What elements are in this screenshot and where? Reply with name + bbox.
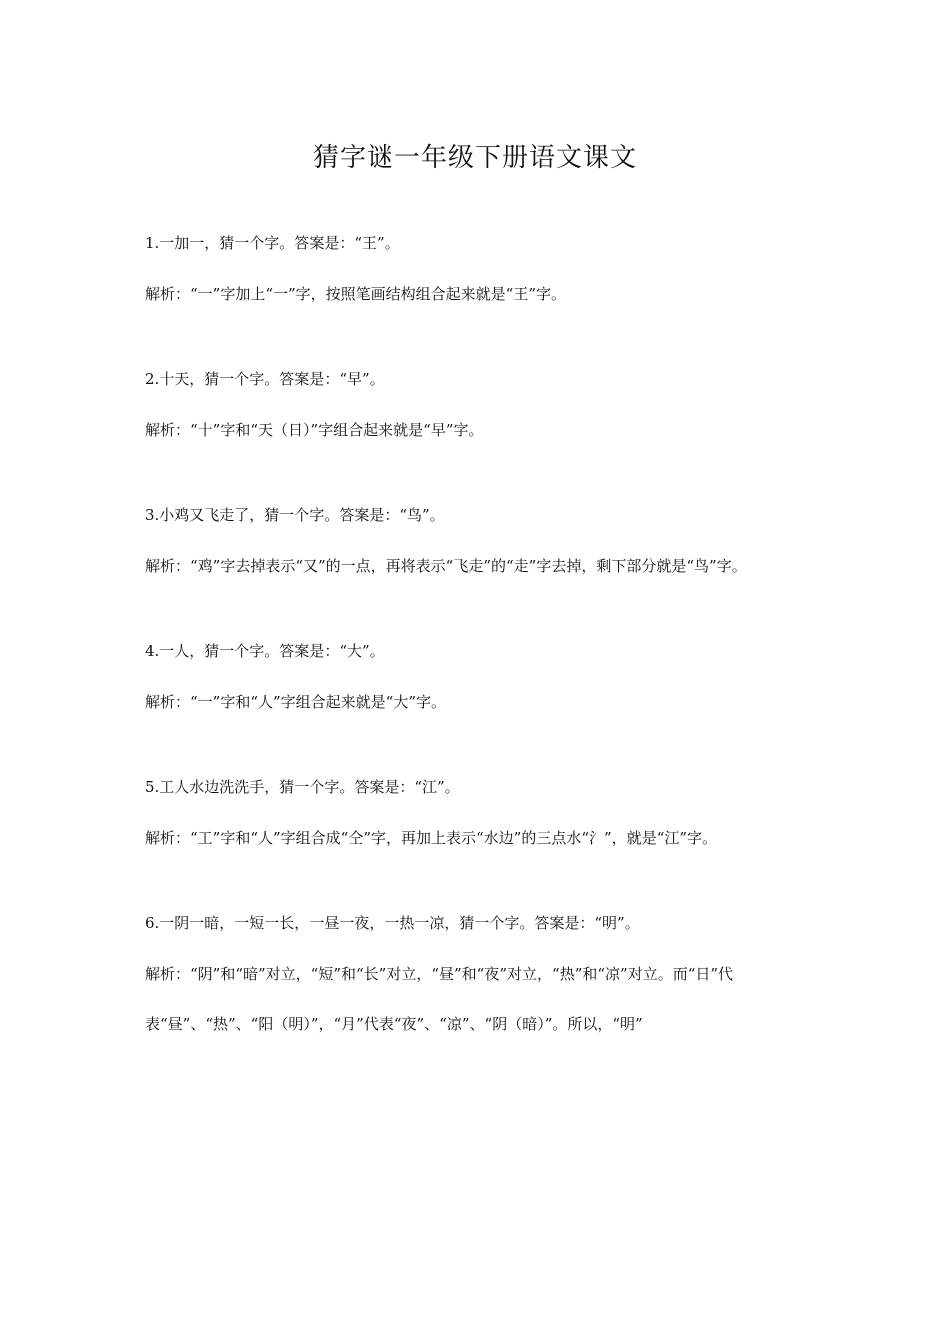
riddle-question: 4.一人，猜一个字。答案是：“大”。 bbox=[145, 642, 385, 660]
riddle-item-1 bbox=[145, 231, 810, 319]
riddle-question: 3.小鸡又飞走了，猜一个字。答案是：“鸟”。 bbox=[145, 506, 445, 524]
riddle-question: 1.一加一，猜一个字。答案是：“王”。 bbox=[145, 234, 400, 252]
riddle-item-3 bbox=[145, 503, 810, 591]
riddle-analysis: 解析：“工”字和“人”字组合成“仝”字，再加上表示“水边”的三点水“氵”，就是“江”字。 bbox=[145, 829, 718, 847]
riddle-item-6 bbox=[145, 911, 810, 1049]
riddle-question: 6.一阴一暗，一短一长，一昼一夜，一热一凉，猜一个字。答案是：“明”。 bbox=[145, 914, 640, 932]
riddle-analysis: 解析：“十”字和“天（日）”字组合起来就是“早”字。 bbox=[145, 421, 484, 439]
riddle-analysis: 解析：“阴”和“暗”对立，“短”和“长”对立，“昼”和“夜”对立，“热”和“凉”对立。而“日”代表“昼”、“热”、“阳（明）”，“月”代表“夜”、“凉”、“阴（暗）”。所以，“明” bbox=[145, 965, 734, 1033]
page-title: 猜字谜一年级下册语文课文 bbox=[312, 143, 637, 173]
riddle-item-2 bbox=[145, 367, 810, 455]
riddle-question: 2.十天，猜一个字。答案是：“早”。 bbox=[145, 370, 385, 388]
riddle-analysis: 解析：“鸡”字去掉表示“又”的一点，再将表示“飞走”的“走”字去掉，剩下部分就是“鸟”字。 bbox=[145, 557, 747, 575]
riddle-item-5 bbox=[145, 775, 810, 863]
riddle-analysis: 解析：“一”字和“人”字组合起来就是“大”字。 bbox=[145, 693, 447, 711]
riddle-item-4 bbox=[145, 639, 810, 727]
riddle-question: 5.工人水边洗洗手，猜一个字。答案是：“江”。 bbox=[145, 778, 460, 796]
riddle-analysis: 解析：“一”字加上“一”字，按照笔画结构组合起来就是“王”字。 bbox=[145, 285, 567, 303]
riddle-list bbox=[145, 231, 810, 1097]
